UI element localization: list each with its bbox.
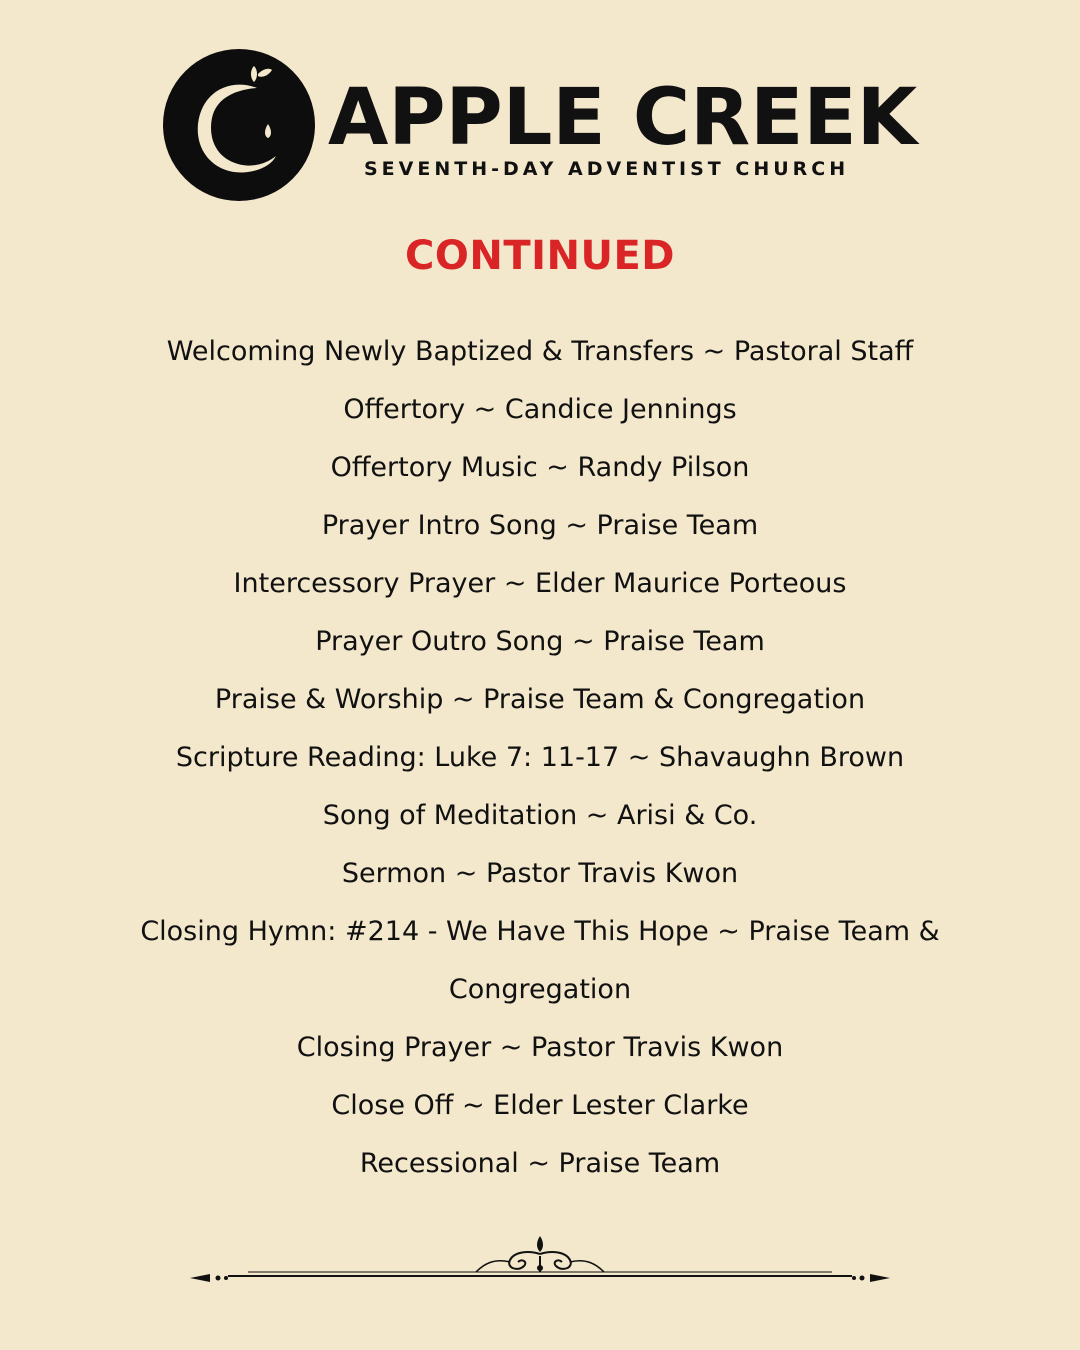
program-item: Praise & Worship ~ Praise Team & Congregation — [214, 684, 866, 715]
program-item: Sermon ~ Pastor Travis Kwon — [341, 858, 739, 889]
program-item: Song of Meditation ~ Arisi & Co. — [322, 800, 758, 831]
program-item: Closing Prayer ~ Pastor Travis Kwon — [296, 1032, 784, 1063]
section-title: CONTINUED — [405, 233, 675, 279]
program-item: Offertory ~ Candice Jennings — [343, 394, 737, 425]
ornamental-divider-icon — [188, 1228, 892, 1292]
program-item: Offertory Music ~ Randy Pilson — [330, 452, 750, 483]
brand-subtitle: SEVENTH-DAY ADVENTIST CHURCH — [364, 158, 850, 180]
program-item: Prayer Intro Song ~ Praise Team — [321, 510, 759, 541]
program-item: Intercessory Prayer ~ Elder Maurice Porteous — [233, 568, 847, 599]
program-item: Close Off ~ Elder Lester Clarke — [331, 1090, 749, 1121]
church-header — [162, 48, 918, 204]
program-item: Prayer Outro Song ~ Praise Team — [315, 626, 765, 657]
program-item: Closing Hymn: #214 - We Have This Hope ~ Praise Team & Congregation — [140, 916, 940, 1005]
program-item: Recessional ~ Praise Team — [359, 1148, 721, 1179]
brand-name: APPLE CREEK — [328, 73, 918, 163]
program-item: Welcoming Newly Baptized & Transfers ~ Pastoral Staff — [166, 336, 914, 367]
program-item: Scripture Reading: Luke 7: 11-17 ~ Shavaughn Brown — [175, 742, 905, 773]
program-list — [110, 323, 970, 1193]
apple-c-logo-icon — [162, 48, 316, 202]
